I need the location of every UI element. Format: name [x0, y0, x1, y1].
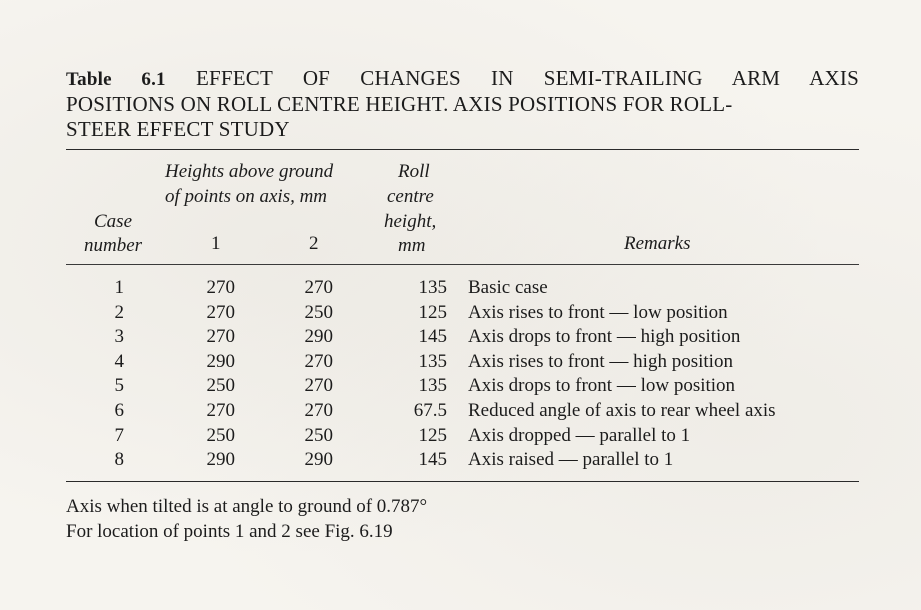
case-header-line-1: Case: [94, 211, 132, 232]
footnote-angle: Axis when tilted is at angle to ground of 0.787°: [66, 496, 428, 517]
point-1-height-cell: 270: [206, 301, 235, 323]
roll-centre-cell: 145: [418, 326, 447, 348]
point-1-height-cell: 290: [206, 350, 235, 372]
point-1-height-cell: 270: [206, 277, 235, 298]
remark-cell: Reduced angle of axis to rear wheel axis: [468, 400, 776, 421]
point-1-height-cell: 250: [206, 424, 235, 446]
caption-line-3: STEER EFFECT STUDY: [66, 117, 290, 141]
point-2-height-cell: 290: [304, 449, 333, 471]
remark-cell: Axis drops to front — low position: [468, 375, 736, 397]
roll-centre-cell: 135: [418, 350, 447, 372]
point-2-height-cell: 290: [304, 326, 333, 348]
remark-cell: Axis drops to front — high position: [468, 326, 741, 348]
case-number-cell: 8: [114, 449, 124, 471]
case-number-cell: 5: [114, 375, 124, 397]
point-2-height-cell: 270: [304, 277, 333, 298]
point-1-height-cell: 290: [206, 449, 235, 471]
point-1-height-cell: 250: [206, 375, 235, 397]
footnote-location: For location of points 1 and 2 see Fig. 6.19: [66, 521, 393, 542]
roll-centre-cell: 67.5: [413, 400, 447, 421]
point-2-height-cell: 270: [304, 375, 333, 397]
remarks-header: Remarks: [624, 233, 691, 254]
point-1-height-cell: 270: [206, 326, 235, 348]
case-number-cell: 7: [114, 424, 124, 446]
bottom-rule: [66, 481, 859, 482]
point-2-height-cell: 250: [304, 301, 333, 323]
point-1-height-cell: 270: [206, 400, 235, 421]
point-2-height-cell: 270: [304, 400, 333, 421]
caption-line-2: POSITIONS ON ROLL CENTRE HEIGHT. AXIS POSITIONS FOR ROLL-: [66, 92, 733, 116]
remark-cell: Basic case: [468, 277, 548, 298]
remark-cell: Axis rises to front — high position: [468, 350, 733, 372]
point-2-height-cell: 270: [304, 350, 333, 372]
remark-cell: Axis dropped — parallel to 1: [468, 424, 691, 446]
roll-centre-cell: 135: [418, 375, 447, 397]
heights-header-line-1: Heights above ground: [165, 161, 334, 182]
point-2-header: 2: [309, 233, 319, 254]
roll-centre-cell: 145: [418, 449, 447, 471]
case-number-cell: 3: [114, 326, 124, 348]
table-caption: [66, 66, 866, 142]
table-label: Table 6.1: [66, 69, 166, 90]
roll-header-line-1: Roll: [398, 161, 430, 182]
heights-header-line-2: of points on axis, mm: [165, 186, 328, 207]
case-number-cell: 4: [114, 350, 124, 372]
top-rule: [66, 149, 859, 150]
header-rule: [66, 264, 859, 265]
case-number-cell: 6: [114, 400, 124, 421]
roll-centre-cell: 125: [418, 424, 447, 446]
roll-header-line-4: mm: [398, 235, 426, 256]
case-header-line-2: number: [84, 235, 143, 256]
case-number-cell: 1: [114, 277, 124, 298]
roll-centre-cell: 125: [418, 301, 447, 323]
case-number-cell: 2: [114, 301, 124, 323]
point-1-header: 1: [211, 233, 221, 254]
point-2-height-cell: 250: [304, 424, 333, 446]
remark-cell: Axis raised — parallel to 1: [468, 449, 674, 471]
remark-cell: Axis rises to front — low position: [468, 301, 728, 323]
roll-centre-cell: 135: [418, 277, 447, 298]
caption-line-1: [66, 66, 859, 92]
roll-header-line-3: height,: [384, 211, 437, 232]
caption-title-part-1: EFFECT OF CHANGES IN SEMI-TRAILING ARM AXIS: [195, 66, 859, 90]
roll-header-line-2: centre: [387, 186, 434, 207]
